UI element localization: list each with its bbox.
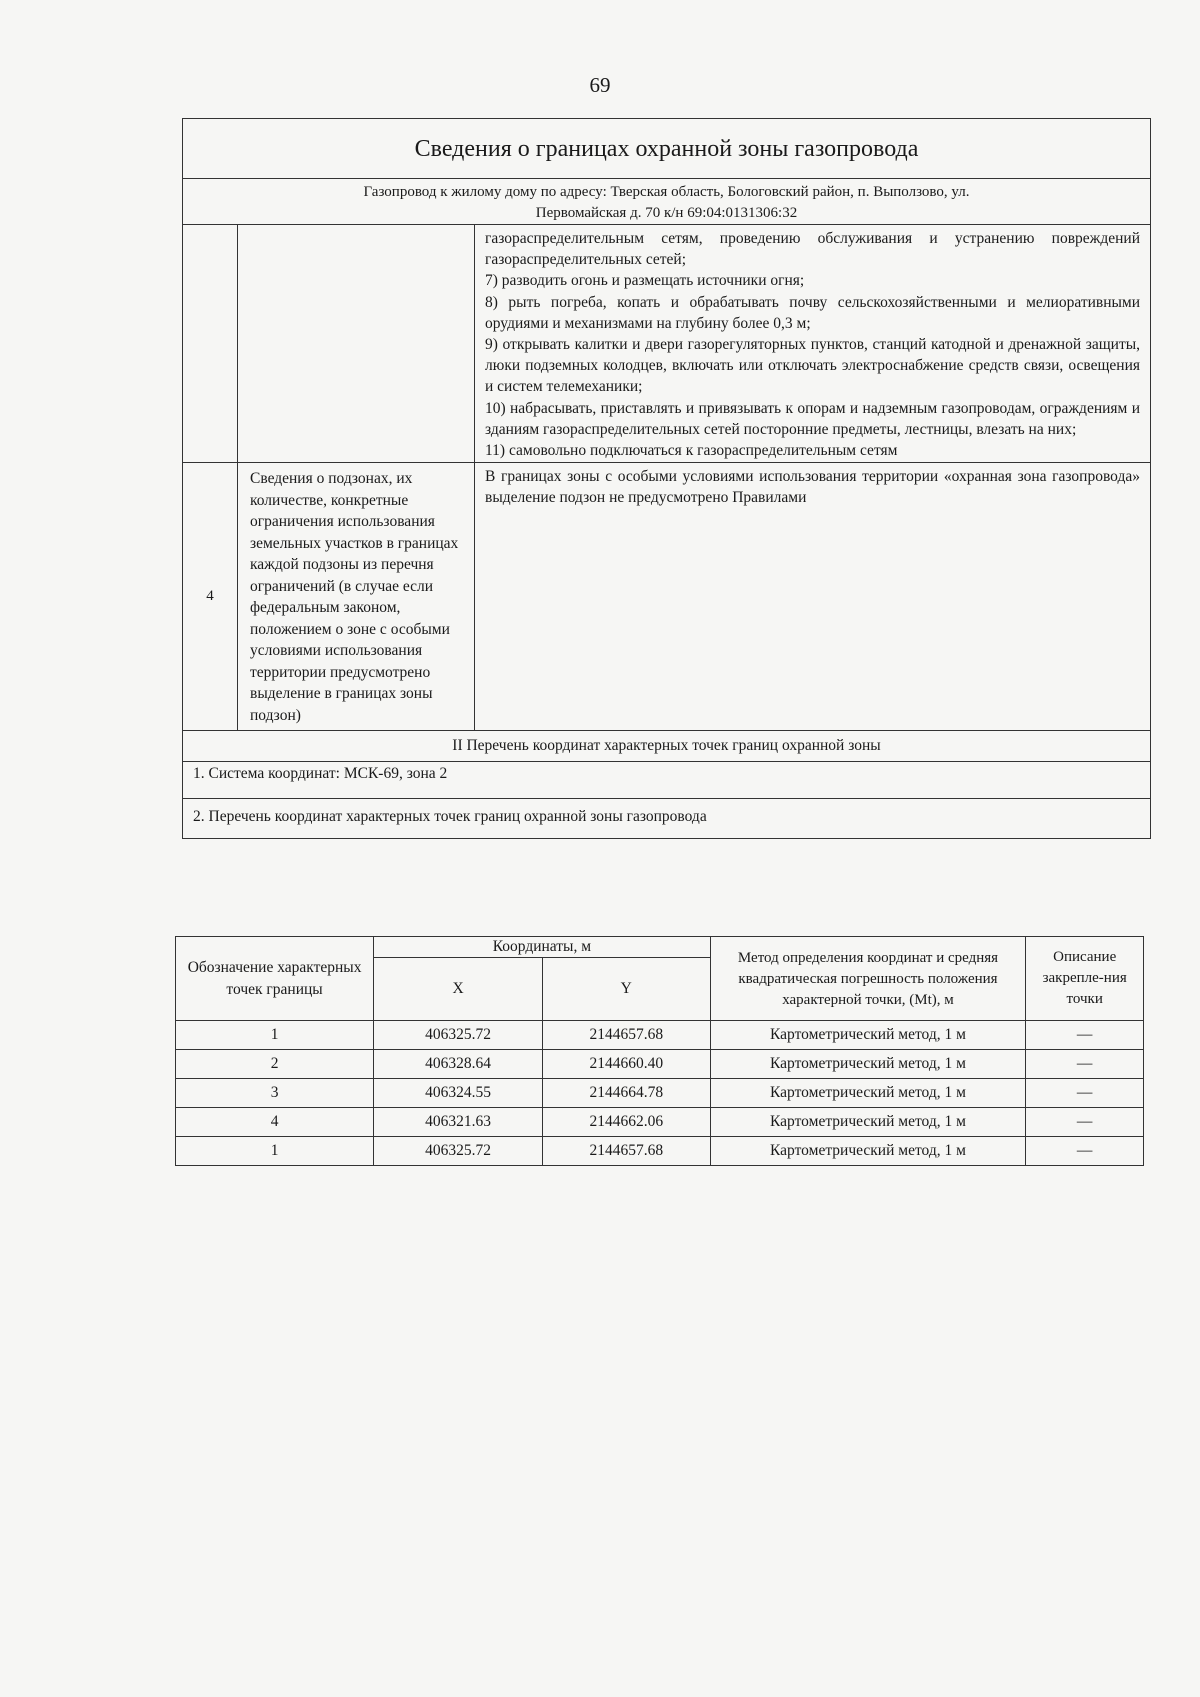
restriction-item: 9) открывать калитки и двери газорегуляторных пунктов, станций катодной и дренажной защиты, люки подземных колодцев, включать или отключать электроснабжение средств связи, освещения и систем телемеханики; (485, 336, 1141, 396)
table-row (176, 1050, 1144, 1079)
table-row (176, 1108, 1144, 1137)
empty-number-cell (183, 225, 238, 463)
section-2-title: II Перечень координат характерных точек границ охранной зоны (183, 731, 1151, 762)
method-cell: Картометрический метод, 1 м (710, 1050, 1026, 1079)
header-x: X (374, 958, 543, 1021)
y-cell: 2144662.06 (542, 1108, 710, 1137)
x-cell: 406328.64 (374, 1050, 543, 1079)
method-cell: Картометрический метод, 1 м (710, 1108, 1026, 1137)
header-coordinates: Координаты, м (374, 937, 710, 958)
point-cell: 4 (176, 1108, 374, 1137)
method-cell: Картометрический метод, 1 м (710, 1137, 1026, 1166)
subzone-label: Сведения о подзонах, их количестве, конкретные ограничения использования земельных участков в границах каждой подзоны из перечня ограничений (в случае если федеральным законом, положением о зоне с особыми условиями использования территории предусмотрено выделение в границах зоны подзон) (238, 463, 475, 731)
header-description: Описание закрепле-ния точки (1026, 937, 1144, 1021)
description-cell: — (1026, 1021, 1144, 1050)
x-cell: 406325.72 (374, 1021, 543, 1050)
document-subtitle (183, 179, 1151, 225)
document-title: Сведения о границах охранной зоны газопровода (183, 119, 1151, 179)
x-cell: 406325.72 (374, 1137, 543, 1166)
coordinates-table (175, 936, 1144, 1166)
x-cell: 406324.55 (374, 1079, 543, 1108)
page-number: 69 (589, 73, 611, 97)
restriction-item: 8) рыть погреба, копать и обрабатывать почву сельскохозяйственными и мелиоративными орудиями и механизмами на глубину более 0,3 м; (485, 293, 1141, 332)
restriction-item: 11) самовольно подключаться к газораспределительным сетям (485, 442, 898, 460)
zone-info-table (182, 118, 1151, 839)
header-method (710, 937, 1026, 1021)
y-cell: 2144657.68 (542, 1137, 710, 1166)
table-row (176, 1079, 1144, 1108)
point-cell: 1 (176, 1137, 374, 1166)
table-row (176, 1137, 1144, 1166)
restriction-item: 7) разводить огонь и размещать источники огня; (485, 272, 805, 290)
restriction-item: 10) набрасывать, приставлять и привязывать к опорам и надземным газопроводам, ограждениям и зданиям газораспределительных сетей посторонние предметы, лестницы, влезать на них; (485, 399, 1141, 438)
description-cell: — (1026, 1108, 1144, 1137)
x-cell: 406321.63 (374, 1108, 543, 1137)
table-row (176, 1021, 1144, 1050)
point-cell: 3 (176, 1079, 374, 1108)
description-cell: — (1026, 1079, 1144, 1108)
row-number: 4 (183, 463, 238, 731)
y-cell: 2144657.68 (542, 1021, 710, 1050)
description-cell: — (1026, 1050, 1144, 1079)
restriction-item: газораспределительным сетям, проведению обслуживания и устранению повреждений газораспределительных сетей; (485, 230, 1141, 269)
point-cell: 2 (176, 1050, 374, 1079)
subtitle-line-1: Газопровод к жилому дому по адресу: Тверская область, Бологовский район, п. Выползово, ул. (363, 184, 970, 200)
y-cell: 2144664.78 (542, 1079, 710, 1108)
point-cell: 1 (176, 1021, 374, 1050)
method-cell: Картометрический метод, 1 м (710, 1079, 1026, 1108)
restrictions-continuation (475, 225, 1151, 463)
y-cell: 2144660.40 (542, 1050, 710, 1079)
method-cell: Картометрический метод, 1 м (710, 1021, 1026, 1050)
subzone-value: В границах зоны с особыми условиями использования территории «охранная зона газопровода» выделение подзон не предусмотрено Правилами (475, 463, 1151, 731)
coordinate-system: 1. Система координат: МСК-69, зона 2 (183, 762, 1151, 799)
header-method-text: Метод определения координат и средняя квадратическая погрешность положения характерной точки, (Mt), м (737, 950, 999, 1008)
subtitle-line-2: Первомайская д. 70 к/н 69:04:0131306:32 (535, 205, 798, 221)
header-point: Обозначение характерных точек границы (176, 937, 374, 1021)
header-y: Y (542, 958, 710, 1021)
coordinate-list-title: 2. Перечень координат характерных точек границ охранной зоны газопровода (183, 799, 1151, 839)
description-cell: — (1026, 1137, 1144, 1166)
empty-label-cell (238, 225, 475, 463)
